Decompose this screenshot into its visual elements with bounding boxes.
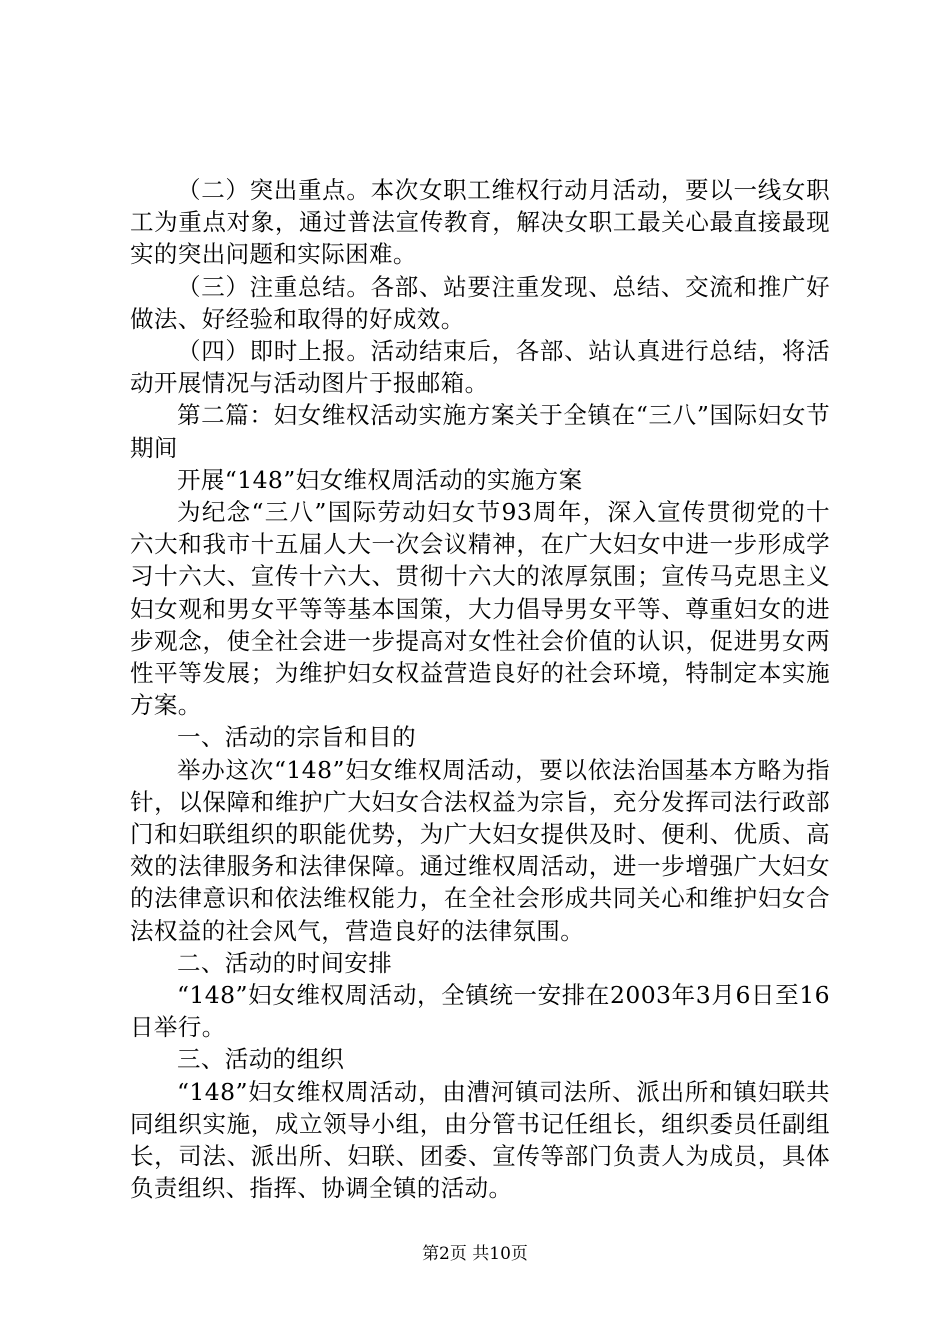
page-footer: 第2页 共10页 xyxy=(422,1244,528,1264)
document-body xyxy=(130,174,830,1205)
paragraph-summarize: （三）注重总结。各部、站要注重发现、总结、交流和推广好做法、好经验和取得的好成效。 xyxy=(130,272,830,333)
paragraph-highlight-focus: （二）突出重点。本次女职工维权行动月活动，要以一线女职工为重点对象，通过普法宣传教育，解决女职工最关心最直接最现实的突出问题和实际困难。 xyxy=(130,176,830,269)
paragraph-intro: 为纪念“三八”国际劳动妇女节93周年，深入宣传贯彻党的十六大和我市十五届人大一次会议精神，在广大妇女中进一步形成学习十六大、宣传十六大、贯彻十六大的浓厚氛围；宣传马克思主义妇女观和男女平等等基本国策，大力倡导男女平等、尊重妇女的进步观念，使全社会进一步提高对女性社会价值的认识，促进男女两性平等发展；为维护妇女权益营造良好的社会环境，特制定本实施方案。 xyxy=(130,498,830,720)
heading-schedule: 二、活动的时间安排 xyxy=(177,948,393,977)
paragraph-schedule: “148”妇女维权周活动，全镇统一安排在2003年3月6日至16日举行。 xyxy=(130,981,830,1042)
plan-title: 开展“148”妇女维权周活动的实施方案 xyxy=(177,465,583,494)
paragraph-report: （四）即时上报。活动结束后，各部、站认真进行总结，将活动开展情况与活动图片于报邮箱。 xyxy=(130,337,830,398)
heading-organization: 三、活动的组织 xyxy=(177,1045,345,1074)
section-title-part-two: 第二篇：妇女维权活动实施方案关于全镇在“三八”国际妇女节期间 xyxy=(130,401,830,462)
heading-purpose: 一、活动的宗旨和目的 xyxy=(177,723,416,752)
paragraph-purpose: 举办这次“148”妇女维权周活动，要以依法治国基本方略为指针，以保障和维护广大妇女合法权益为宗旨，充分发挥司法行政部门和妇联组织的职能优势，为广大妇女提供及时、便利、优质、高效的法律服务和法律保障。通过维权周活动，进一步增强广大妇女的法律意识和依法维权能力，在全社会形成共同关心和维护妇女合法权益的社会风气，营造良好的法律氛围。 xyxy=(130,755,830,945)
paragraph-organization: “148”妇女维权周活动，由漕河镇司法所、派出所和镇妇联共同组织实施，成立领导小组，由分管书记任组长，组织委员任副组长，司法、派出所、妇联、团委、宣传等部门负责人为成员，具体负责组织、指挥、协调全镇的活动。 xyxy=(130,1077,830,1203)
